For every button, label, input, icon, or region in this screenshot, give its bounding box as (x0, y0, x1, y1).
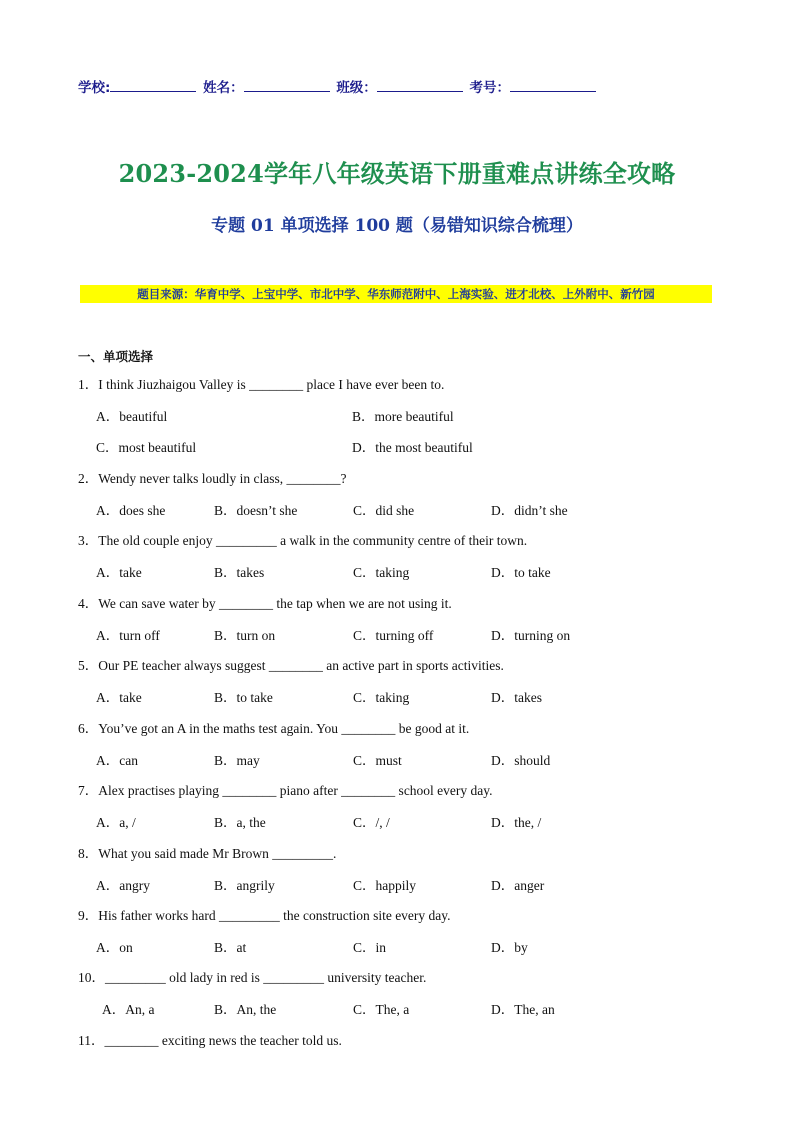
question-item (78, 467, 347, 487)
answer-option[interactable]: C．did she (353, 503, 415, 518)
answer-option[interactable]: C．happily (353, 878, 416, 893)
answer-option[interactable]: D．anger (491, 878, 545, 893)
question-number: 7． (78, 783, 99, 798)
answer-option[interactable]: A．An, a (102, 1002, 155, 1017)
answer-option[interactable]: B．more beautiful (352, 409, 454, 424)
question-text: _________ old lady in red is _________ university teacher. (105, 970, 427, 985)
answer-option[interactable]: B．An, the (214, 1002, 277, 1017)
question-number: 6． (78, 721, 99, 736)
question-number: 8． (78, 846, 99, 861)
answer-option[interactable]: C．/, / (353, 815, 390, 830)
question-item (78, 966, 426, 986)
question-text: Alex practises playing ________ piano after ________ school every day. (98, 783, 493, 798)
name-blank (244, 77, 330, 92)
answer-option[interactable]: C．most beautiful (96, 440, 197, 455)
answer-option[interactable]: B．a, the (214, 815, 266, 830)
question-item (78, 904, 451, 924)
answer-option[interactable]: B．may (214, 753, 260, 768)
question-number: 3． (78, 533, 99, 548)
source-banner: 题目来源：华育中学、上宝中学、市北中学、华东师范附中、上海实验、进才北校、上外附中、新竹园 (80, 285, 712, 303)
question-item (78, 842, 336, 862)
section-title: 一、单项选择 (78, 349, 154, 364)
answer-option[interactable]: C．The, a (353, 1002, 410, 1017)
answer-option[interactable]: C．taking (353, 565, 410, 580)
question-text: We can save water by ________ the tap when we are not using it. (98, 596, 452, 611)
answer-option[interactable]: D．turning on (491, 628, 571, 643)
question-text: His father works hard _________ the construction site every day. (98, 908, 451, 923)
answer-option[interactable]: D．by (491, 940, 528, 955)
school-label: 学校: (78, 80, 111, 96)
question-number: 2． (78, 471, 99, 486)
question-item (78, 717, 469, 737)
page-title: 2023-2024学年八年级英语下册重难点讲练全攻略 (118, 159, 676, 188)
question-item (78, 1029, 342, 1049)
question-number: 4． (78, 596, 99, 611)
question-item (78, 654, 504, 674)
page-subtitle: 专题 01 单项选择 100 题（易错知识综合梳理） (211, 216, 583, 236)
answer-option[interactable]: B．angrily (214, 878, 275, 893)
answer-option[interactable]: B．doesn’t she (214, 503, 298, 518)
question-text: What you said made Mr Brown _________. (98, 846, 337, 861)
student-info-line (78, 76, 598, 96)
class-label: 班级： (336, 80, 377, 96)
question-text: Wendy never talks loudly in class, ________? (98, 471, 347, 486)
question-number: 1． (78, 377, 99, 392)
answer-option[interactable]: D．The, an (491, 1002, 555, 1017)
question-item (78, 592, 452, 612)
question-number: 11． (78, 1033, 105, 1048)
question-text: I think Jiuzhaigou Valley is ________ place I have ever been to. (98, 377, 445, 392)
question-number: 9． (78, 908, 99, 923)
answer-option[interactable]: A．does she (96, 503, 166, 518)
answer-option[interactable]: A．take (96, 565, 142, 580)
answer-option[interactable]: B．to take (214, 690, 273, 705)
answer-option[interactable]: A．take (96, 690, 142, 705)
answer-option[interactable]: A．can (96, 753, 138, 768)
answer-option[interactable]: D．to take (491, 565, 551, 580)
name-label: 姓名： (203, 80, 244, 96)
school-blank (110, 77, 196, 92)
question-number: 5． (78, 658, 99, 673)
class-blank (377, 77, 463, 92)
answer-option[interactable]: B．turn on (214, 628, 276, 643)
answer-option[interactable]: C．in (353, 940, 387, 955)
question-text: The old couple enjoy _________ a walk in the community centre of their town. (98, 533, 528, 548)
answer-option[interactable]: D．should (491, 753, 551, 768)
exam-no-blank (510, 77, 596, 92)
answer-option[interactable]: D．didn’t she (491, 503, 568, 518)
question-text: You’ve got an A in the maths test again. You ________ be good at it. (98, 721, 470, 736)
exam-no-label: 考号： (469, 80, 511, 96)
question-item (78, 373, 444, 393)
question-text: Our PE teacher always suggest ________ an active part in sports activities. (98, 658, 504, 673)
answer-option[interactable]: C．must (353, 753, 402, 768)
answer-option[interactable]: A．angry (96, 878, 150, 893)
answer-option[interactable]: A．turn off (96, 628, 160, 643)
answer-option[interactable]: C．taking (353, 690, 410, 705)
answer-option[interactable]: C．turning off (353, 628, 434, 643)
answer-option[interactable]: D．takes (491, 690, 542, 705)
answer-option[interactable]: A．a, / (96, 815, 136, 830)
answer-option[interactable]: A．on (96, 940, 133, 955)
answer-option[interactable]: D．the most beautiful (352, 440, 473, 455)
question-item (78, 529, 527, 549)
answer-option[interactable]: B．takes (214, 565, 265, 580)
answer-option[interactable]: A．beautiful (96, 409, 168, 424)
question-text: ________ exciting news the teacher told us. (104, 1033, 342, 1048)
answer-option[interactable]: D．the, / (491, 815, 542, 830)
question-number: 10． (78, 970, 105, 985)
answer-option[interactable]: B．at (214, 940, 247, 955)
question-item (78, 779, 493, 799)
